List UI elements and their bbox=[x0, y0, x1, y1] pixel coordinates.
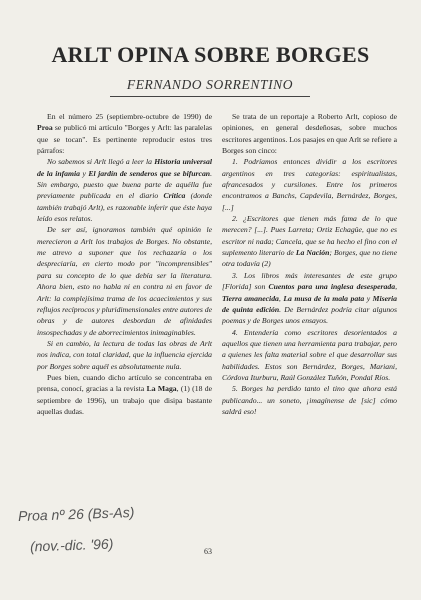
magazine-name: La Maga bbox=[146, 384, 177, 394]
text-run: 3. Los libros más interesantes de este grupo [Florida] son bbox=[222, 270, 397, 292]
quote-item: 1. Podríamos entonces dividir a los escritores argentinos en tres categorías: espiritualistas, afrancesados y cursilones. Entre los primeros encontramos a Banchs, Capdevila, Bernárdez, Borges, [...] bbox=[222, 157, 397, 212]
quote-paragraph: Si en cambio, la lectura de todas las obras de Arlt nos indica, con total claridad, que la influencia ejercida por Borges sobre aquél es absolutamente nula. bbox=[37, 338, 212, 371]
article-author: FERNANDO SORRENTINO bbox=[126, 77, 294, 92]
text-run: se publicó mi artículo "Borges y Arlt: las paralelas que se tocan". Es pertinente reproducir estos tres párrafos: bbox=[37, 123, 212, 156]
newspaper-name: La Nación bbox=[295, 248, 330, 258]
handwritten-note-date: (nov.-dic. '96) bbox=[29, 535, 114, 555]
text-run: Pues bien, cuando dicho artículo se concentraba en prensa, conocí, gracias a la revista bbox=[37, 372, 212, 394]
quote-paragraph bbox=[37, 156, 212, 224]
book-title: Cuentos para una inglesa desesperada bbox=[268, 282, 396, 292]
book-title: Historia universal de la infamia bbox=[37, 157, 212, 178]
text-run: ; Borges, que no tiene otra todavía (2) bbox=[222, 248, 397, 269]
text-run: En el número 25 (septiembre-octubre de 1990) de bbox=[47, 112, 212, 121]
paragraph: Se trata de un reportaje a Roberto Arlt, copioso de opiniones, en general desdeñosas, sobre muchos escritores argentinos. Los pasajes en que Arlt se refiere a Borges son cinco: bbox=[222, 112, 397, 156]
paragraph bbox=[37, 372, 212, 417]
book-title: Miseria de quinta edición bbox=[222, 293, 397, 314]
book-title: El jardín de senderos que se bifurcan bbox=[88, 168, 211, 178]
quote-item bbox=[222, 270, 397, 327]
author-underline bbox=[110, 96, 310, 97]
handwritten-note-source: Proa nº 26 (Bs-As) bbox=[17, 503, 135, 525]
newspaper-name: Crítica bbox=[163, 191, 186, 201]
text-run: , bbox=[278, 293, 284, 303]
book-title: Tierra amanecida bbox=[222, 293, 279, 303]
page-number: 63 bbox=[204, 547, 212, 556]
text-run: . De Bernárdez podría citar algunos poemas y de Borges unos ensayos. bbox=[222, 304, 398, 326]
text-run: y bbox=[364, 293, 373, 303]
right-column bbox=[222, 111, 397, 417]
text-run: No sabemos si Arlt llegó a leer la bbox=[47, 157, 155, 167]
text-run: . Sin embargo, puesto que buena parte de aquélla fue previamente publicada en el diario bbox=[37, 168, 212, 201]
magazine-name: Proa bbox=[37, 123, 53, 133]
quote-item: 5. Borges ha perdido tanto el tino que ahora está publicando... un soneto, ¡imagínense de [sic] cómo saldrá eso! bbox=[222, 384, 397, 416]
quote-item bbox=[222, 213, 397, 270]
text-run: (donde también trabajó Arlt), es razonable inferir que éste haya leído esos relatos. bbox=[37, 191, 212, 224]
text-run: 2. ¿Escritores que tienen más fama de lo que merecen? [...]. Pues Larreta; Ortiz Echagüe, que no es escritor ni nada; Cancela, que se ha hecho el fino con el suplemento literario de bbox=[222, 214, 397, 258]
text-run: y bbox=[79, 168, 89, 178]
article-title: ARLT OPINA SOBRE BORGES bbox=[51, 42, 370, 67]
text-run: , (1) (18 de septiembre de 1996), un trabajo que disipa bastante aquellas dudas. bbox=[37, 384, 213, 416]
quote-item: 4. Entendería como escritores desorientados a aquellos que tienen una herramienta para trabajar, pero a quienes les falta material sobre el que desarrollar sus habilidades. Estos son Bernárdez, Borges, Mariani, Córdova Iturburu, Raúl González Tuñón, Pondal Ríos. bbox=[222, 327, 397, 382]
left-column bbox=[37, 111, 212, 417]
text-run: , bbox=[395, 282, 397, 292]
quote-paragraph: De ser así, ignoramos también qué opinión le merecieron a Arlt los trabajos de Borges. No obstante, me atrevo a suponer que los rechazaría o los despreciaría, en cierto modo por "incomprensibles" para su concepto de lo que debía ser la literatura. Ahora bien, esto no habla ni en contra ni en favor de Arlt: la complejísima trama de los acaecimientos y sus reflujos recíprocos y pluridimensionales entre autores de obras y de autores desbordan de afinidades insospechadas y de aborrecimientos inimaginables. bbox=[37, 225, 212, 337]
book-title: La musa de la mala pata bbox=[283, 293, 365, 303]
paragraph bbox=[37, 111, 212, 156]
